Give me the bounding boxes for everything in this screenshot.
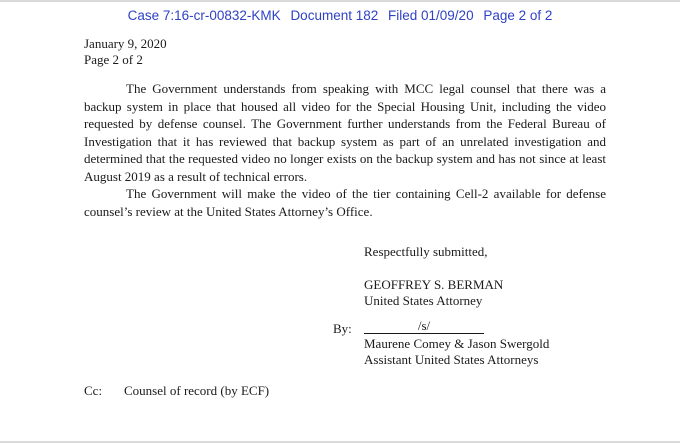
attorney-title: Assistant United States Attorneys bbox=[364, 352, 539, 367]
ecf-header-stamp bbox=[0, 8, 680, 23]
signer-name: GEOFFREY S. BERMAN bbox=[364, 277, 504, 292]
attorney-names: Maurene Comey & Jason Swergold bbox=[364, 336, 550, 351]
body-paragraph-1: The Government understands from speaking with MCC legal counsel that there was a backup system in place that housed all video for the Special Housing Unit, including the video requested by defense counsel. The Government further understands from the Federal Bureau of Investigation that it has reviewed that backup system as part of an unrelated investigation and determined that the requested video no longer exists on the backup system and has not since at least August 2019 as a result of technical errors. bbox=[84, 81, 606, 184]
document-number: Document 182 bbox=[290, 8, 379, 23]
case-number: Case 7:16-cr-00832-KMK bbox=[127, 8, 281, 23]
page-top-edge bbox=[0, 0, 680, 2]
signer-title: United States Attorney bbox=[364, 293, 483, 308]
letter-date: January 9, 2020 bbox=[84, 36, 167, 51]
cc-value: Counsel of record (by ECF) bbox=[124, 383, 270, 398]
letter-page-number: Page 2 of 2 bbox=[84, 52, 143, 67]
body-paragraph-2: The Government will make the video of the tier containing Cell-2 available for defense counsel’s review at the United States Attorney’s Office. bbox=[84, 186, 606, 219]
by-label: By: bbox=[333, 321, 352, 336]
filed-date: Filed 01/09/20 bbox=[388, 8, 474, 23]
cc-label: Cc: bbox=[84, 383, 103, 398]
signature-line bbox=[364, 318, 484, 334]
stamp-page-number: Page 2 of 2 bbox=[483, 8, 553, 23]
closing-salutation: Respectfully submitted, bbox=[364, 244, 488, 259]
signature: /s/ bbox=[364, 319, 484, 334]
